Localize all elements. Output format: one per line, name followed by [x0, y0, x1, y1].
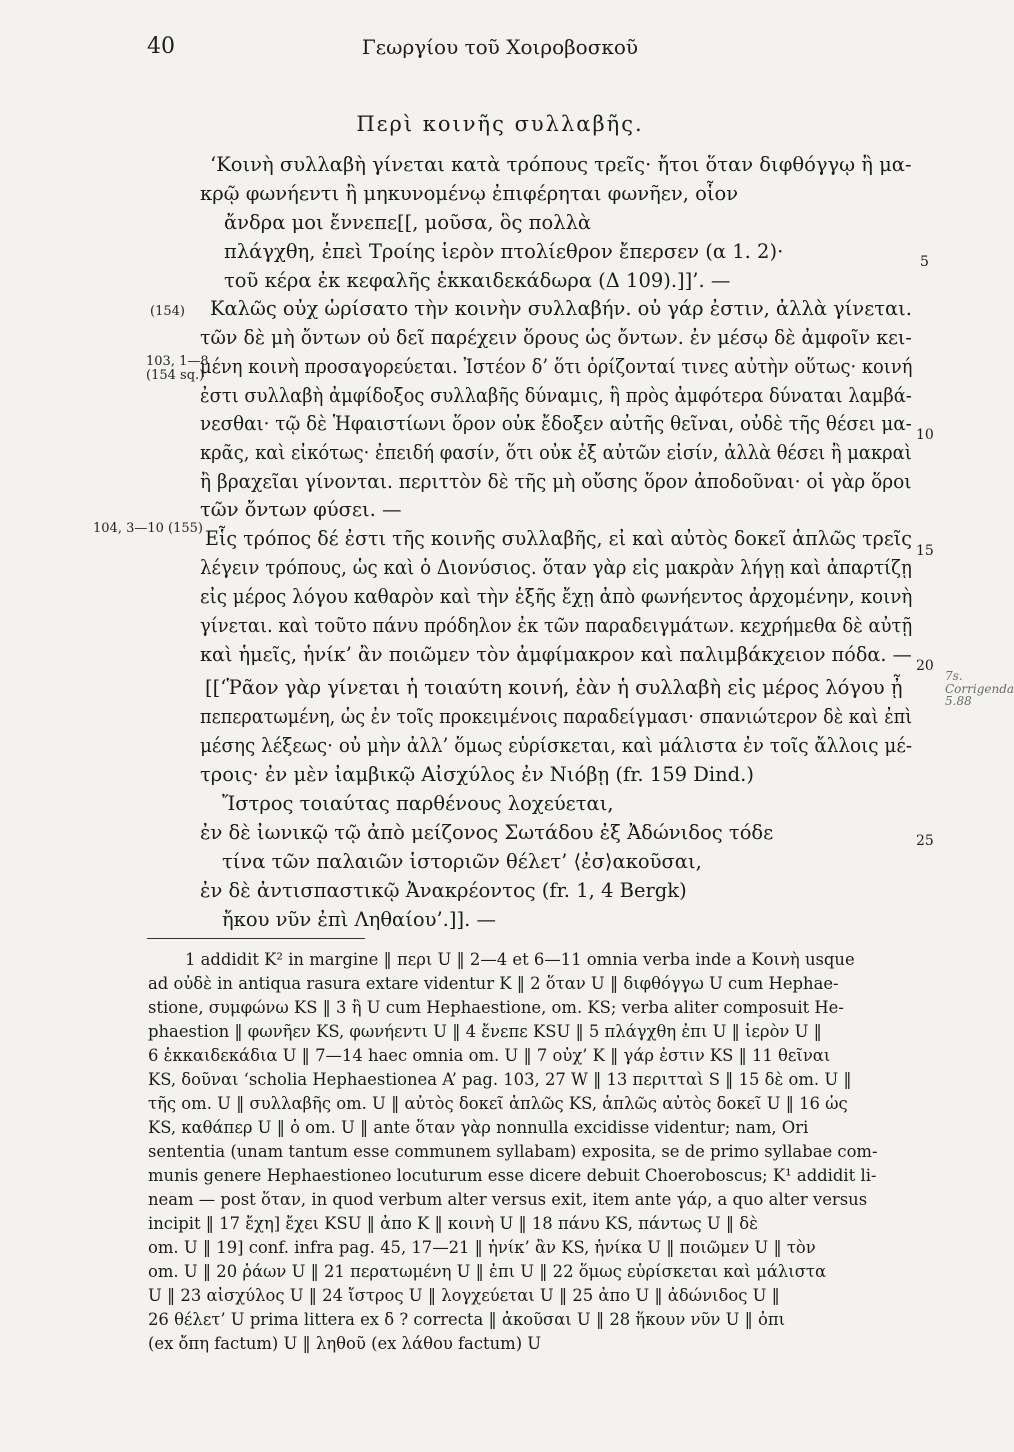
text-line: ἐν δὲ ἀντισπαστικῷ Ἀνακρέοντος (fr. 1, 4 Bergk)	[200, 879, 687, 902]
text-line: πεπερατωμένη, ὡς ἐν τοῖς προκειμένοις παραδείγμασι· σπανιώτερον δὲ καὶ ἐπὶ	[200, 705, 913, 728]
text-line: λέγειν τρόπους, ὡς καὶ ὁ Διονύσιος. ὅταν γὰρ εἰς μακρὰν λήγῃ καὶ ἀπαρτίζῃ	[200, 556, 912, 579]
footnote-line: KS, δοῦναι ‘scholia Hephaestionea A’ pag. 103, 27 W ‖ 13 περιτταὶ S ‖ 15 δὲ om. U ‖	[148, 1070, 852, 1089]
verse-line: πλάγχθη, ἐπεὶ Τροίης ἱερὸν πτολίεθρον ἔπερσεν (α 1. 2)·	[224, 240, 784, 263]
text-line: Εἷς τρόπος δέ ἐστι τῆς κοινῆς συλλαβῆς, εἰ καὶ αὐτὸς δοκεῖ ἁπλῶς τρεῖς	[205, 527, 912, 550]
footnote-rule	[147, 938, 365, 939]
footnote-line: incipit ‖ 17 ἔχη] ἔχει KSU ‖ ἀπο K ‖ κοινὴ U ‖ 18 πάνυ KS, πάντως U ‖ δὲ	[148, 1214, 758, 1233]
text-line: γίνεται. καὶ τοῦτο πάνυ πρόδηλον ἐκ τῶν παραδειγμάτων. κεχρήμεθα δὲ αὐτῇ	[200, 614, 913, 637]
footnote-line: neam — post ὅταν, in quod verbum alter versus exit, item ante γάρ, a quo alter versus	[148, 1190, 868, 1209]
line-number: 20	[916, 658, 934, 674]
text-line: κρῷ φωνήεντι ἢ μηκυνομένῳ ἐπιφέρηται φωνῆεν, οἷον	[200, 182, 739, 205]
margin-reference: 103, 1—8	[146, 354, 209, 369]
text-line: νεσθαι· τῷ δὲ Ἡφαιστίωνι ὅρον οὐκ ἔδοξεν αὐτῆς θεῖναι, οὐδὲ τῆς θέσει μα-	[200, 412, 912, 435]
text-line: μένη κοινὴ προσαγορεύεται. Ἰστέον δ’ ὅτι ὁρίζονταί τινες αὐτὴν οὕτως· κοινή	[200, 355, 913, 378]
handwritten-note: 7s. Corrigenda 5.88	[945, 669, 1014, 709]
text-line: Καλῶς οὐχ ὡρίσατο τὴν κοινὴν συλλαβήν. οὐ γάρ ἐστιν, ἀλλὰ γίνεται.	[210, 297, 912, 320]
footnote-line: ad οὐδὲ in antiqua rasura extare videntur K ‖ 2 ὅταν U ‖ διφθόγγω U cum Hephae-	[148, 974, 839, 993]
footnote-line: 26 θέλετ’ U prima littera ex δ ? correcta ‖ ἀκοῦσαι U ‖ 28 ἥκουν νῦν U ‖ ὀπι	[148, 1310, 786, 1329]
line-number: 25	[916, 833, 934, 849]
text-line: καὶ ἡμεῖς, ἡνίκ’ ἂν ποιῶμεν τὸν ἀμφίμακρον καὶ παλιμβάκχειον πόδα. —	[200, 643, 912, 666]
text-line: τῶν δὲ μὴ ὄντων οὐ δεῖ παρέχειν ὅρους ὡς ὄντων. ἐν μέσῳ δὲ ἀμφοῖν κει-	[200, 326, 912, 349]
margin-reference: 104, 3—10 (155)	[93, 521, 203, 536]
verse-line: τοῦ κέρα ἐκ κεφαλῆς ἑκκαιδεκάδωρα (Δ 109).]]’. —	[224, 269, 731, 292]
verse-line: τίνα τῶν παλαιῶν ἱστοριῶν θέλετ’ ⟨ἐσ⟩ακοῦσαι,	[222, 850, 702, 873]
line-number: 5	[920, 254, 929, 270]
verse-line: ἤκου νῦν ἐπὶ Ληθαίου’.]]. —	[222, 908, 496, 931]
footnote-line: 1 addidit K² in margine ‖ περι U ‖ 2—4 et 6—11 omnia verba inde a Κοινὴ usque	[185, 950, 855, 969]
footnote-line: sententia (unam tantum esse communem syllabam) exposita, se de primo syllabae com-	[148, 1142, 878, 1161]
footnote-line: munis genere Hephaestioneo locuturum esse dicere debuit Choeroboscus; K¹ addidit li-	[148, 1166, 877, 1185]
footnote-line: om. U ‖ 20 ῥάων U ‖ 21 περατωμένη U ‖ ἐπι U ‖ 22 ὅμως εὑρίσκεται καὶ μάλιστα	[148, 1262, 827, 1281]
text-line: ‘Κοινὴ συλλαβὴ γίνεται κατὰ τρόπους τρεῖς· ἤτοι ὅταν διφθόγγῳ ἢ μα-	[210, 153, 912, 176]
text-line: κρᾶς, καὶ εἰκότως· ἐπειδή φασίν, ὅτι οὐκ ἐξ αὐτῶν εἰσίν, ἀλλὰ θέσει ἢ μακραὶ	[200, 441, 912, 464]
section-title: Περὶ κοινῆς συλλαβῆς.	[356, 112, 644, 136]
line-number: 15	[916, 543, 934, 559]
footnote-line: 6 ἑκκαιδεκάδια U ‖ 7—14 haec omnia om. U ‖ 7 οὐχ’ K ‖ γάρ ἐστιν KS ‖ 11 θεῖναι	[148, 1046, 831, 1065]
footnote-line: τῆς om. U ‖ συλλαβῆς om. U ‖ αὐτὸς δοκεῖ ἁπλῶς KS, ἁπλῶς αὐτὸς δοκεῖ U ‖ 16 ὡς	[148, 1094, 848, 1113]
text-line: [[‘Ῥᾶον γὰρ γίνεται ἡ τοιαύτη κοινή, ἐὰν ἡ συλλαβὴ εἰς μέρος λόγου ᾖ	[205, 676, 903, 699]
verse-line: ἄνδρα μοι ἔννεπε[[, μοῦσα, ὃς πολλὰ	[224, 211, 592, 234]
text-line: τροις· ἐν μὲν ἰαμβικῷ Αἰσχύλος ἐν Νιόβῃ (fr. 159 Dind.)	[200, 763, 754, 786]
text-line: ἢ βραχεῖαι γίνονται. περιττὸν δὲ τῆς μὴ οὔσης ὅρον ἀποδοῦναι· οἱ γὰρ ὅροι	[200, 470, 912, 493]
text-line: ἐν δὲ ἰωνικῷ τῷ ἀπὸ μείζονος Σωτάδου ἐξ Ἀδώνιδος τόδε	[200, 821, 774, 844]
footnote-line: KS, καθάπερ U ‖ ὁ om. U ‖ ante ὅταν γὰρ nonnulla excidisse videntur; nam, Ori	[148, 1118, 809, 1137]
page-number: 40	[147, 34, 175, 59]
line-number: 10	[916, 427, 934, 443]
footnote-line: om. U ‖ 19] conf. infra pag. 45, 17—21 ‖ ἡνίκ’ ἂν KS, ἡνίκα U ‖ ποιῶμεν U ‖ τὸν	[148, 1238, 816, 1257]
footnote-line: (ex ὄπη factum) U ‖ ληθοῦ (ex λάθου factum) U	[148, 1334, 542, 1353]
footnote-line: stione, συμφώνω KS ‖ 3 ἢ U cum Hephaestione, om. KS; verba aliter composuit He-	[148, 998, 844, 1017]
footnote-line: phaestion ‖ φωνῆεν KS, φωνήεντι U ‖ 4 ἔνεπε KSU ‖ 5 πλάγχθη ἐπι U ‖ ἱερὸν U ‖	[148, 1022, 822, 1041]
text-line: εἰς μέρος λόγου καθαρὸν καὶ τὴν ἑξῆς ἔχῃ ἀπὸ φωνήεντος ἀρχομένην, κοινὴ	[200, 585, 913, 608]
text-line: τῶν ὄντων φύσει. —	[200, 498, 402, 521]
margin-reference: (154)	[150, 304, 185, 319]
text-line: μέσης λέξεως· οὐ μὴν ἀλλ’ ὅμως εὑρίσκεται, καὶ μάλιστα ἐν τοῖς ἄλλοις μέ-	[200, 734, 913, 757]
margin-reference: (154 sq.)	[146, 368, 205, 383]
verse-line: Ἴστρος τοιαύτας παρθένους λοχεύεται,	[222, 792, 614, 815]
running-title: Γεωργίου τοῦ Χοιροβοσκοῦ	[361, 35, 639, 59]
text-line: ἐστι συλλαβὴ ἀμφίδοξος συλλαβῆς δύναμις, ἣ πρὸς ἀμφότερα δύναται λαμβά-	[200, 384, 912, 407]
footnote-line: U ‖ 23 αἰσχύλος U ‖ 24 ἴστρος U ‖ λογχεύεται U ‖ 25 ἀπο U ‖ ἀδώνιδος U ‖	[148, 1286, 780, 1305]
